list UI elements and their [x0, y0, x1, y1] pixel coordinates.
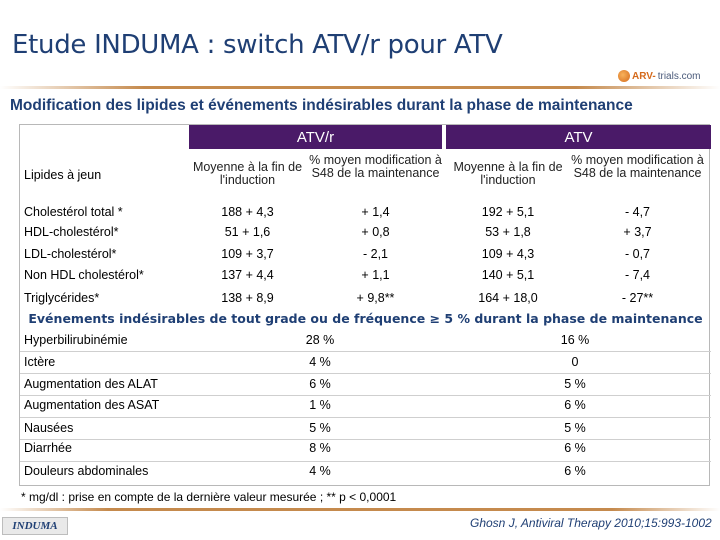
lipids-row-header: Lipides à jeun — [24, 168, 102, 182]
logo-globe-icon — [618, 70, 630, 82]
logo-prefix: ARV- — [632, 70, 656, 82]
atvr-mean: 138 + 8,9 — [221, 291, 274, 305]
event-label: Ictère — [24, 355, 56, 369]
event-atvr: 4 % — [309, 464, 331, 478]
event-label: Douleurs abdominales — [24, 464, 149, 478]
event-atvr: 8 % — [309, 441, 331, 455]
bottom-divider — [0, 508, 720, 511]
lipid-label: Non HDL cholestérol* — [24, 268, 144, 282]
logo-name: trials.com — [657, 70, 701, 82]
group-header-atvr: ATV/r — [189, 125, 442, 149]
footnote: * mg/dl : prise en compte de la dernière valeur mesurée ; ** p < 0,0001 — [21, 490, 397, 504]
arv-trials-logo — [618, 70, 701, 82]
atv-mean: 140 + 5,1 — [481, 268, 535, 282]
event-atv: 0 — [571, 355, 579, 369]
slide-title: Etude INDUMA : switch ATV/r pour ATV — [12, 30, 503, 60]
lipid-label: LDL-cholestérol* — [24, 247, 117, 261]
event-label: Nausées — [24, 421, 74, 435]
atvr-mean: 109 + 3,7 — [221, 247, 274, 261]
atvr-pct: - 2,1 — [362, 247, 388, 261]
event-label: Augmentation des ALAT — [24, 377, 158, 391]
atv-pct: - 27** — [621, 291, 654, 305]
row-divider — [20, 351, 711, 352]
col-header: Moyenne à la fin de l'induction — [453, 160, 563, 187]
atvr-mean: 137 + 4,4 — [221, 268, 274, 282]
atv-pct: - 4,7 — [624, 205, 650, 219]
slide-subtitle: Modification des lipides et événements indésirables durant la phase de maintenance — [10, 97, 633, 114]
atv-mean: 164 + 18,0 — [478, 291, 538, 305]
atvr-pct: + 0,8 — [361, 225, 390, 239]
events-heading: Evénements indésirables de tout grade ou de fréquence ≥ 5 % durant la phase de maintenance — [28, 311, 703, 326]
lipid-label: Cholestérol total * — [24, 205, 123, 219]
atv-mean: 53 + 1,8 — [485, 225, 531, 239]
atv-pct: - 7,4 — [624, 268, 650, 282]
event-atv: 6 % — [564, 464, 586, 478]
atvr-mean: 51 + 1,6 — [224, 225, 271, 239]
event-atvr: 5 % — [309, 421, 331, 435]
results-table — [19, 124, 710, 486]
row-divider — [20, 461, 711, 462]
row-divider — [20, 373, 711, 374]
atv-mean: 192 + 5,1 — [481, 205, 535, 219]
top-divider — [0, 86, 720, 89]
study-label: INDUMA — [2, 517, 68, 535]
row-divider — [20, 439, 711, 440]
row-divider — [20, 395, 711, 396]
event-atvr: 28 % — [305, 333, 335, 347]
col-header: % moyen modification à S48 de la maintenance — [309, 153, 442, 180]
lipid-label: HDL-cholestérol* — [24, 225, 119, 239]
row-divider — [20, 417, 711, 418]
atv-pct: + 3,7 — [623, 225, 652, 239]
event-atv: 5 % — [564, 377, 586, 391]
lipid-label: Triglycérides* — [24, 291, 100, 305]
reference-citation: Ghosn J, Antiviral Therapy 2010;15:993-1002 — [470, 516, 712, 530]
event-label: Augmentation des ASAT — [24, 398, 160, 412]
event-atv: 6 % — [564, 441, 586, 455]
col-header: Moyenne à la fin de l'induction — [192, 160, 303, 187]
atvr-pct: + 1,4 — [361, 205, 390, 219]
event-label: Hyperbilirubinémie — [24, 333, 128, 347]
atvr-mean: 188 + 4,3 — [221, 205, 274, 219]
atvr-pct: + 9,8** — [356, 291, 395, 305]
event-atvr: 6 % — [309, 377, 331, 391]
event-atv: 16 % — [560, 333, 590, 347]
event-atvr: 4 % — [309, 355, 331, 369]
atv-mean: 109 + 4,3 — [481, 247, 535, 261]
group-header-atv: ATV — [446, 125, 711, 149]
event-atv: 5 % — [564, 421, 586, 435]
atv-pct: - 0,7 — [624, 247, 650, 261]
col-header: % moyen modification à S48 de la maintenance — [571, 153, 704, 180]
atvr-pct: + 1,1 — [361, 268, 390, 282]
event-label: Diarrhée — [24, 441, 72, 455]
event-atvr: 1 % — [309, 398, 331, 412]
event-atv: 6 % — [564, 398, 586, 412]
